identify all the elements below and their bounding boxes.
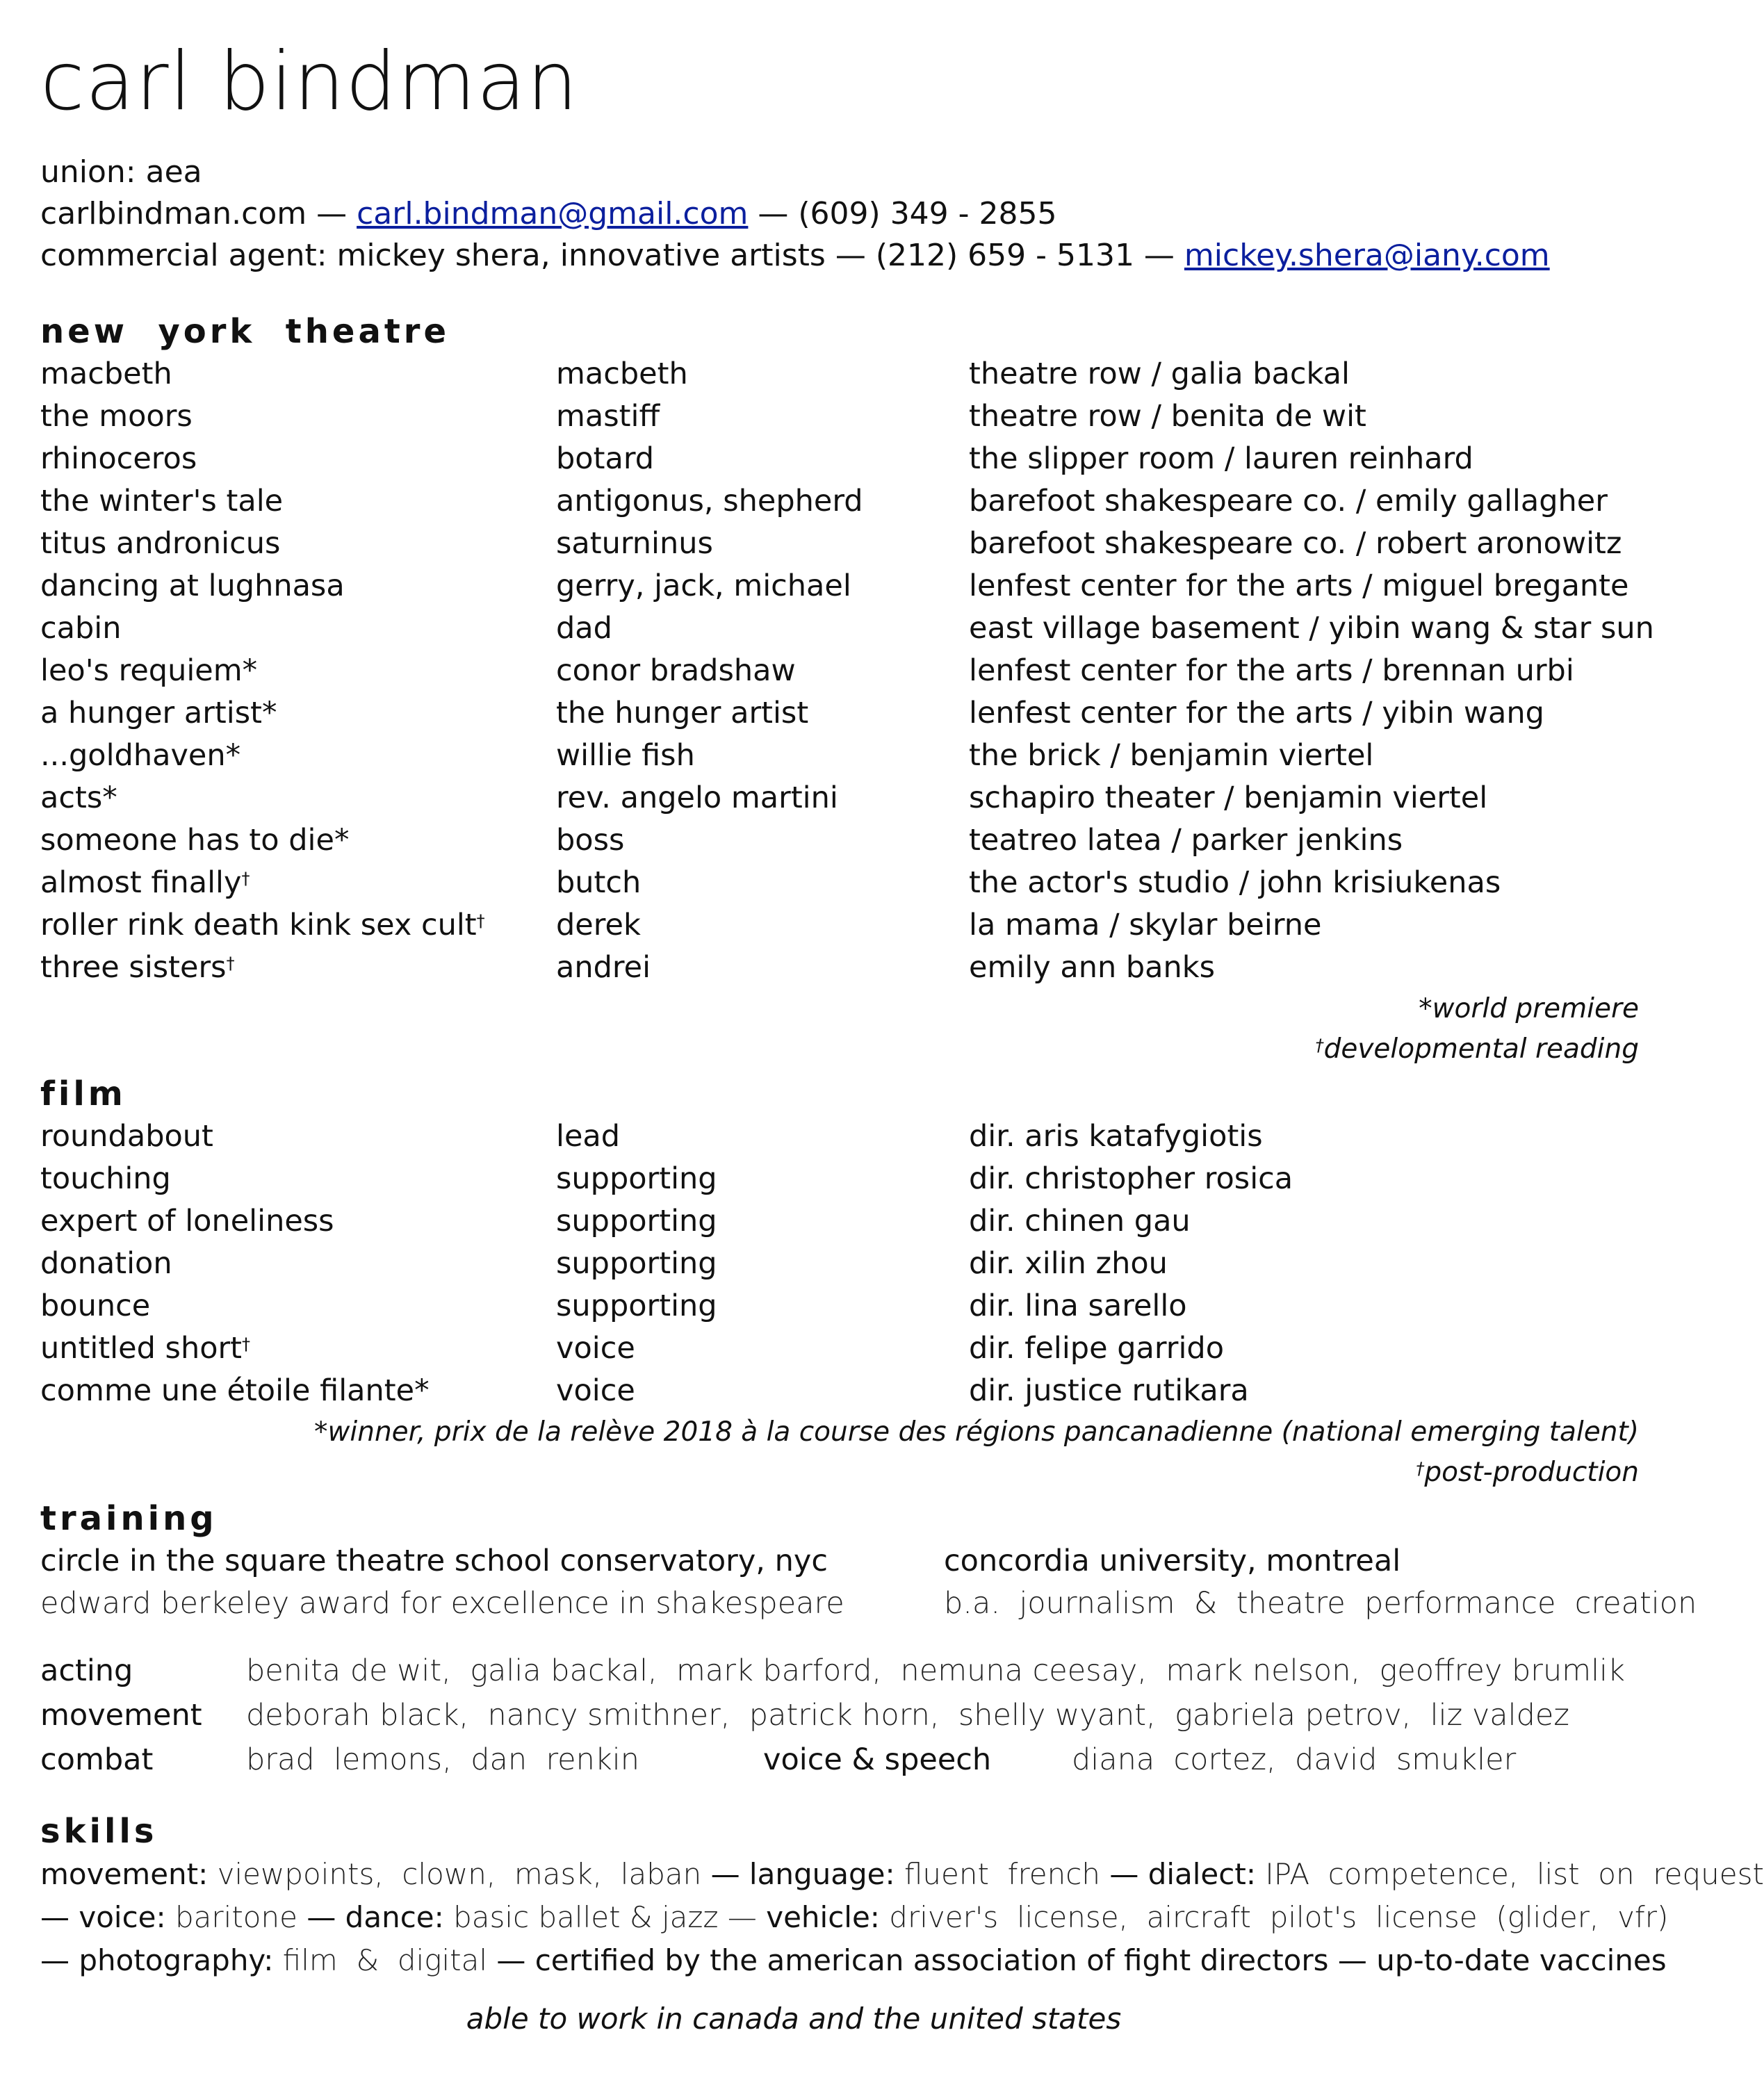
film-director: dir. justice rutikara (969, 1373, 1249, 1408)
film-title-text: bounce (40, 1289, 151, 1323)
theatre-credits (40, 353, 1654, 989)
voice-skill-label: — voice: (40, 1900, 166, 1934)
theatre-venue: the brick / benjamin viertel (969, 738, 1374, 773)
film-credit-row (40, 1158, 1639, 1200)
theatre-title-text: rhinoceros (40, 441, 197, 476)
acting-teachers (40, 1649, 1639, 1693)
theatre-venue: the slipper room / lauren reinhard (969, 441, 1473, 476)
acting-value: benita de wit, galia backal, mark barford, nemuna ceesay, mark nelson, geoffrey brumlik (246, 1653, 1625, 1688)
theatre-role: the hunger artist (556, 696, 809, 730)
theatre-venue: schapiro theater / benjamin viertel (969, 780, 1488, 815)
film-title-text: expert of loneliness (40, 1204, 334, 1238)
voice-speech-label: voice & speech (763, 1742, 992, 1777)
film-credit-row (40, 1243, 1639, 1285)
theatre-credit-row (40, 395, 1639, 438)
theatre-title-text: ...goldhaven* (40, 738, 241, 773)
theatre-title-text: dancing at lughnasa (40, 569, 345, 603)
film-title (40, 1285, 150, 1327)
agent-phone: (212) 659 - 5131 (875, 238, 1134, 273)
theatre-title (40, 819, 349, 862)
film-title-text: donation (40, 1246, 172, 1281)
film-credit-row (40, 1200, 1639, 1243)
film-title-text: roundabout (40, 1119, 213, 1154)
theatre-credit-row (40, 650, 1639, 692)
film-role: voice (556, 1373, 635, 1408)
separator: — (748, 196, 799, 231)
school-1: circle in the square theatre school conservatory, nyc (40, 1544, 828, 1578)
certification-text: — certified by the american association of fight directors — up-to-date vaccines (496, 1943, 1667, 1977)
training-section-title: training (40, 1499, 218, 1538)
theatre-credit-row (40, 947, 1639, 989)
movement-teachers (40, 1693, 1639, 1737)
separator: — (825, 238, 876, 273)
theatre-venue: emily ann banks (969, 950, 1216, 985)
film-title-text: untitled short (40, 1331, 243, 1366)
dialect-skill-value: IPA competence, list on request (1255, 1857, 1764, 1891)
school-2-detail: b.a. journalism & theatre performance creation (944, 1586, 1697, 1621)
theatre-title-text: acts* (40, 780, 117, 815)
theatre-role: botard (556, 441, 655, 476)
union-line: union: aea (40, 154, 202, 190)
theatre-role: antigonus, shepherd (556, 484, 863, 518)
theatre-credit-row (40, 523, 1639, 565)
theatre-title (40, 438, 197, 480)
film-title (40, 1200, 334, 1243)
email-link[interactable]: carl.bindman@gmail.com (357, 196, 749, 231)
post-production-text: post-production (1424, 1457, 1639, 1488)
theatre-venue: barefoot shakespeare co. / robert aronowitz (969, 526, 1622, 561)
film-title-text: comme une étoile filante* (40, 1373, 430, 1408)
film-title (40, 1327, 250, 1370)
skills-section-title: skills (40, 1812, 158, 1851)
theatre-credit-row (40, 607, 1654, 650)
photography-skill-value: film & digital (273, 1943, 497, 1977)
theatre-role: macbeth (556, 357, 688, 391)
theatre-title-text: titus andronicus (40, 526, 281, 561)
movement-value: deborah black, nancy smithner, patrick horn, shelly wyant, gabriela petrov, liz valdez (246, 1698, 1569, 1733)
film-title (40, 1115, 213, 1158)
spacer (40, 277, 1639, 310)
theatre-title-text: leo's requiem* (40, 653, 258, 688)
theatre-venue: lenfest center for the arts / brennan urbi (969, 653, 1574, 688)
movement-skill-value: viewpoints, clown, mask, laban (208, 1857, 711, 1891)
theatre-credit-row (40, 904, 1639, 947)
theatre-role: mastiff (556, 399, 660, 434)
theatre-title (40, 777, 117, 819)
film-section-title: film (40, 1074, 126, 1113)
film-credit-row (40, 1370, 1639, 1412)
theatre-credit-row (40, 862, 1639, 904)
agent-email-link[interactable]: mickey.shera@iany.com (1184, 238, 1550, 273)
theatre-title (40, 692, 277, 735)
theatre-title-text: someone has to die* (40, 823, 350, 858)
theatre-role: butch (556, 865, 642, 900)
film-role: supporting (556, 1246, 717, 1281)
theatre-venue: theatre row / benita de wit (969, 399, 1366, 434)
theatre-credit-row (40, 353, 1639, 395)
film-director: dir. felipe garrido (969, 1331, 1225, 1366)
school-1-detail: edward berkeley award for excellence in shakespeare (40, 1586, 844, 1621)
film-title-text: touching (40, 1161, 171, 1196)
theatre-title (40, 523, 280, 565)
dance-skill-value: basic ballet & jazz — (443, 1900, 767, 1934)
training-schools (40, 1540, 1639, 1583)
post-production-note (40, 1453, 1639, 1493)
winner-note: *winner, prix de la relève 2018 à la course des régions pancanadienne (national emerging talent) (314, 1416, 1639, 1448)
theatre-role: willie fish (556, 738, 695, 773)
film-director: dir. aris katafygiotis (969, 1119, 1263, 1154)
acting-label: acting (40, 1653, 133, 1688)
resume-page (40, 28, 1764, 1982)
theatre-title-text: macbeth (40, 357, 172, 391)
theatre-role: conor bradshaw (556, 653, 796, 688)
theatre-title (40, 650, 257, 692)
theatre-title-text: roller rink death kink sex cult (40, 908, 477, 942)
phone-text: (609) 349 - 2855 (798, 196, 1057, 231)
theatre-title (40, 862, 250, 904)
theatre-title (40, 904, 485, 947)
theatre-title (40, 353, 172, 395)
skills-line-3 (40, 1939, 1667, 1982)
dagger-mark: † (242, 1334, 251, 1354)
film-role: supporting (556, 1204, 717, 1238)
theatre-role: andrei (556, 950, 651, 985)
film-credit-row (40, 1327, 1639, 1370)
theatre-role: derek (556, 908, 641, 942)
combat-value: brad lemons, dan renkin (246, 1742, 639, 1777)
theatre-section-title: new york theatre (40, 312, 450, 351)
dagger-mark: † (241, 869, 250, 888)
skills-line-1 (40, 1853, 1764, 1896)
theatre-role: rev. angelo martini (556, 780, 838, 815)
theatre-credit-row (40, 480, 1639, 523)
film-credit-row (40, 1285, 1639, 1327)
spacer (40, 1625, 1639, 1649)
photography-skill-label: — photography: (40, 1943, 274, 1977)
film-director: dir. christopher rosica (969, 1161, 1293, 1196)
theatre-title-text: almost finally (40, 865, 242, 900)
dagger-mark: † (226, 954, 235, 973)
film-title (40, 1158, 171, 1200)
theatre-role: dad (556, 611, 612, 646)
movement-label: movement (40, 1698, 202, 1733)
film-credits (40, 1115, 1639, 1412)
theatre-title (40, 947, 235, 989)
vehicle-skill-label: vehicle: (766, 1900, 880, 1934)
theatre-title-text: the winter's tale (40, 484, 284, 518)
spacer (40, 1782, 1639, 1810)
work-status-footer: able to work in canada and the united states (466, 2002, 1122, 2036)
theatre-venue: lenfest center for the arts / miguel bregante (969, 569, 1629, 603)
website-text: carlbindman.com (40, 196, 307, 231)
film-director: dir. xilin zhou (969, 1246, 1168, 1281)
theatre-venue: teatreo latea / parker jenkins (969, 823, 1403, 858)
language-skill-label: — language: (710, 1857, 895, 1891)
theatre-title (40, 395, 193, 438)
separator: — (307, 196, 357, 231)
theatre-credit-row (40, 438, 1639, 480)
developmental-reading-text: developmental reading (1323, 1033, 1639, 1065)
theatre-credit-row (40, 777, 1639, 819)
contact-line (40, 193, 1639, 235)
theatre-role: gerry, jack, michael (556, 569, 851, 603)
vehicle-skill-value: driver's license, aircraft pilot's license (glider, vfr) (879, 1900, 1669, 1934)
film-credit-row (40, 1115, 1639, 1158)
dialect-skill-label: — dialect: (1109, 1857, 1256, 1891)
developmental-reading-note (40, 1029, 1639, 1070)
theatre-title (40, 607, 122, 650)
theatre-title-text: the moors (40, 399, 193, 434)
theatre-title (40, 565, 345, 607)
film-role: supporting (556, 1161, 717, 1196)
film-director: dir. lina sarello (969, 1289, 1187, 1323)
dagger-mark: † (1416, 1459, 1425, 1478)
dagger-mark: † (476, 911, 485, 931)
theatre-credit-row (40, 692, 1639, 735)
theatre-venue: lenfest center for the arts / yibin wang (969, 696, 1544, 730)
training-details (40, 1583, 1697, 1625)
theatre-venue: barefoot shakespeare co. / emily gallagher (969, 484, 1608, 518)
theatre-title (40, 480, 283, 523)
voice-speech-value: diana cortez, david smukler (1072, 1742, 1517, 1777)
theatre-credit-row (40, 819, 1639, 862)
dagger-mark: † (1315, 1036, 1324, 1055)
combat-voice-teachers (40, 1737, 1639, 1782)
theatre-role: boss (556, 823, 625, 858)
film-role: voice (556, 1331, 635, 1366)
film-role: supporting (556, 1289, 717, 1323)
film-director: dir. chinen gau (969, 1204, 1191, 1238)
voice-skill-value: baritone (165, 1900, 307, 1934)
film-title (40, 1370, 430, 1412)
movement-skill-label: movement: (40, 1857, 209, 1891)
school-2: concordia university, montreal (944, 1544, 1401, 1578)
film-title (40, 1243, 172, 1285)
theatre-title-text: cabin (40, 611, 122, 646)
agent-text: commercial agent: mickey shera, innovative artists (40, 238, 826, 273)
world-premiere-note: *world premiere (1419, 993, 1639, 1024)
resume-name: carl bindman (40, 35, 579, 129)
theatre-credit-row (40, 565, 1639, 607)
theatre-credit-row (40, 735, 1639, 777)
theatre-role: saturninus (556, 526, 713, 561)
theatre-title (40, 735, 240, 777)
theatre-venue: east village basement / yibin wang & star sun (969, 611, 1654, 646)
skills-line-2 (40, 1896, 1669, 1939)
combat-label: combat (40, 1742, 154, 1777)
theatre-venue: la mama / skylar beirne (969, 908, 1322, 942)
film-role: lead (556, 1119, 621, 1154)
theatre-title-text: three sisters (40, 950, 227, 985)
language-skill-value: fluent french (895, 1857, 1110, 1891)
theatre-title-text: a hunger artist* (40, 696, 277, 730)
theatre-venue: the actor's studio / john krisiukenas (969, 865, 1501, 900)
theatre-venue: theatre row / galia backal (969, 357, 1350, 391)
dance-skill-label: — dance: (307, 1900, 444, 1934)
agent-line (40, 235, 1639, 277)
separator: — (1134, 238, 1184, 273)
